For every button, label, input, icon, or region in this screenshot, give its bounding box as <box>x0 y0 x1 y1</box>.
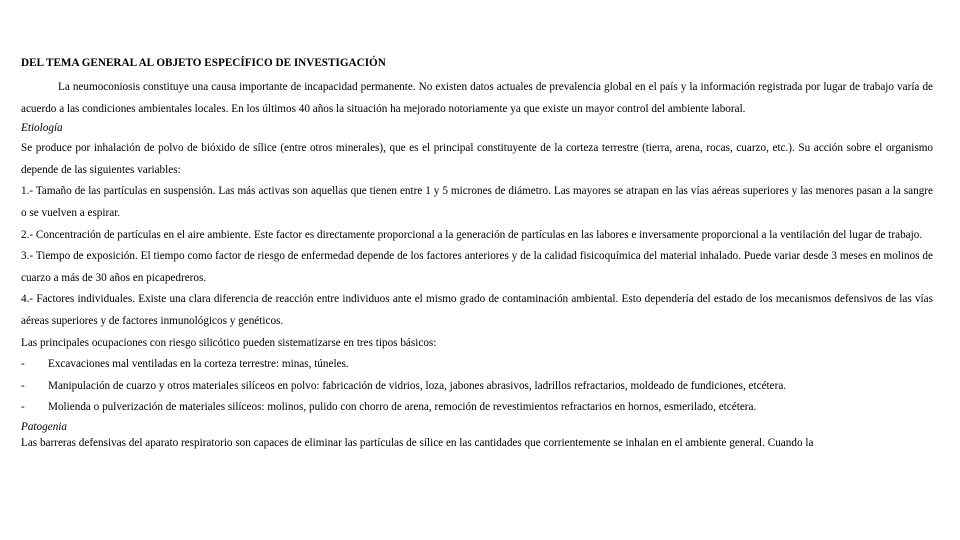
variable-individual-factors: 4.- Factores individuales. Existe una clara diferencia de reacción entre individuos ante el mismo grado de contaminación ambiental. Esto dependería del estado de los mecanismos defensivos de las vías aéreas superiores y de factores inmunológicos y genéticos. <box>21 293 933 327</box>
etiology-paragraph: Se produce por inhalación de polvo de bióxido de sílice (entre otros minerales), que es el principal constituyente de la corteza terrestre (tierra, arena, rocas, cuarzo, etc.). Su acción sobre el organismo depende de las siguientes variables: <box>21 142 933 176</box>
list-item <box>21 376 933 398</box>
variable-concentration: 2.- Concentración de partículas en el aire ambiente. Este factor es directamente proporcional a la generación de partículas en las labores e inversamente proporcional a la ventilación del lugar de trabajo. <box>21 228 923 241</box>
document-heading: DEL TEMA GENERAL AL OBJETO ESPECÍFICO DE INVESTIGACIÓN <box>21 57 386 69</box>
pathogenesis-paragraph: Las barreras defensivas del aparato respiratorio son capaces de eliminar las partículas de sílice en las cantidades que corrientemente se inhalan en el ambiente general. Cuando la <box>21 436 814 449</box>
document-page <box>21 55 933 451</box>
etiology-label: Etiología <box>21 122 63 135</box>
intro-paragraph: La neumoconiosis constituye una causa importante de incapacidad permanente. No existen datos actuales de prevalencia global en el país y la información registrada por lugar de trabajo varía de acuerdo a las condiciones ambientales locales. En los últimos 40 años la situación ha mejorado notoriamente ya que existe un mayor control del ambiente laboral. <box>21 81 933 115</box>
variable-size: 1.- Tamaño de las partículas en suspensión. Las más activas son aquellas que tienen entre 1 y 5 micrones de diámetro. Las mayores se atrapan en las vías aéreas superiores y las menores pasan a la sangre o se vuelven a espirar. <box>21 185 933 219</box>
variable-exposure-time: 3.- Tiempo de exposición. El tiempo como factor de riesgo de enfermedad depende de los factores anteriores y de la calidad fisicoquímica del material inhalado. Puede variar desde 3 meses en molinos de cuarzo a más de 30 años en picapedreros. <box>21 250 933 284</box>
list-item <box>21 397 933 419</box>
list-item-text: Molienda o pulverización de materiales silíceos: molinos, pulido con chorro de arena, remoción de revestimientos refractarios en hornos, esmerilado, etcétera. <box>48 401 757 414</box>
list-bullet: - <box>21 379 25 392</box>
list-bullet: - <box>21 401 25 414</box>
list-bullet: - <box>21 358 25 371</box>
pathogenesis-label: Patogenia <box>21 420 67 433</box>
occupations-intro: Las principales ocupaciones con riesgo silicótico pueden sistematizarse en tres tipos básicos: <box>21 336 437 349</box>
list-item-text: Manipulación de cuarzo y otros materiales silíceos en polvo: fabricación de vidrios, loza, jabones abrasivos, ladrillos refractarios, moldeado de fundiciones, etcétera. <box>48 379 787 392</box>
list-item <box>21 354 933 376</box>
list-item-text: Excavaciones mal ventiladas en la corteza terrestre: minas, túneles. <box>48 358 349 371</box>
